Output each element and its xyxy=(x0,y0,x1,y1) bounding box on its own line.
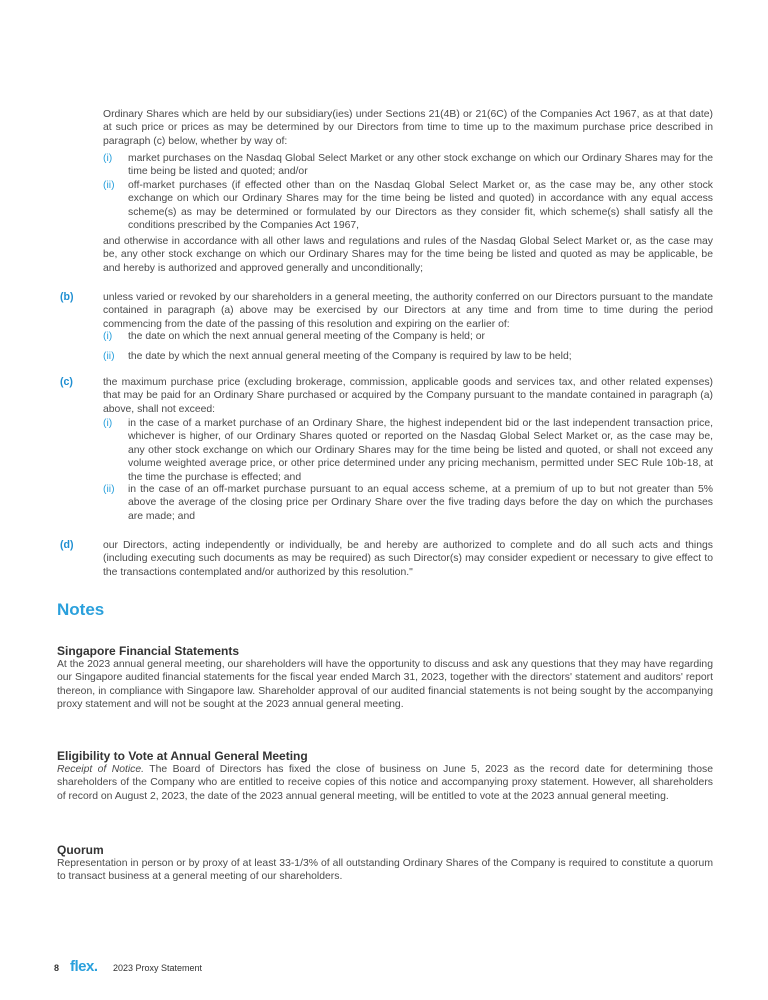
flex-logo: flex. xyxy=(70,958,98,975)
item-number: (i) xyxy=(103,331,113,342)
page-number: 8 xyxy=(54,963,60,973)
item-number: (i) xyxy=(103,418,113,429)
item-text: off-market purchases (if effected other than on the Nasdaq Global Select Market or, as the case may be, any other stock exchange on which our Ordinary Shares may for the time being be listed and quoted) in accordance with any equal access scheme(s) as may be determined or formulated by our Directors as they consider fit, which scheme(s) shall satisfy all the conditions prescribed by the Companies Act 1967, xyxy=(128,180,713,232)
paragraph-c: the maximum purchase price (excluding brokerage, commission, applicable goods and services tax, and other related expenses) that may be paid for an Ordinary Share purchased or acquired by the Company pursuant to the mandate contained in paragraph (a) above, shall not exceed: xyxy=(103,377,713,415)
section-text: Representation in person or by proxy of at least 33-1/3% of all outstanding Ordinary Shares of the Company is required to constitute a quorum to transact business at a general meeting of our shareholders. xyxy=(57,858,713,883)
body: The Board of Directors has fixed the close of business on June 5, 2023 as the record date for determining those shareholders of the Company who are entitled to receive copies of this notice and accompanying proxy statement. However, all shareholders of record on August 2, 2023, the date of the 2023 annual general meeting, will be entitled to vote at the 2023 annual general meeting. xyxy=(57,764,713,802)
paragraph-label: (c) xyxy=(60,376,73,388)
section-text xyxy=(57,763,713,803)
paragraph-a-closing: and otherwise in accordance with all other laws and regulations and rules of the Nasdaq Global Select Market or, as the case may be, any other stock exchange on which our Ordinary Shares may for the time being be listed and quoted as may be applicable, be and hereby is authorized and approved generally and unconditionally; xyxy=(103,236,713,274)
item-text: the date on which the next annual general meeting of the Company is held; or xyxy=(128,331,485,342)
paragraph-d: our Directors, acting independently or individually, be and hereby are authorized to complete and do all such acts and things (including executing such documents as may be required) as such Director(s) may consider expedient or necessary to give effect to the transactions contemplated and/or authorized by this resolution." xyxy=(103,540,713,578)
paragraph-b: unless varied or revoked by our shareholders in a general meeting, the authority conferred on our Directors pursuant to the mandate contained in paragraph (a) above may be exercised by our Directors at any time and from time to time during the period commencing from the date of the passing of this resolution and expiring on the earlier of: xyxy=(103,292,713,330)
item-number: (i) xyxy=(103,153,113,164)
paragraph-label: (d) xyxy=(60,539,74,551)
section-heading: Singapore Financial Statements xyxy=(57,644,240,658)
paragraph-label: (b) xyxy=(60,291,74,303)
section-text: At the 2023 annual general meeting, our shareholders will have the opportunity to discuss and ask any questions that they may have regarding our Singapore audited financial statements for the fiscal year ended March 31, 2023, together with the directors' statement and auditors' report thereon, in compliance with Singapore law. Shareholder approval of our audited financial statements is not being sought by the accompanying proxy statement and will not be sought at the 2023 annual general meeting. xyxy=(57,659,713,711)
item-number: (ii) xyxy=(103,351,115,362)
item-text: market purchases on the Nasdaq Global Select Market or any other stock exchange on which our Ordinary Shares may for the time being be listed and quoted; and/or xyxy=(128,153,713,178)
section-heading: Quorum xyxy=(57,843,104,857)
item-text: the date by which the next annual general meeting of the Company is required by law to be held; xyxy=(128,351,572,362)
resolution-intro: Ordinary Shares which are held by our subsidiary(ies) under Sections 21(4B) or 21(6C) of the Companies Act 1967, as at that date) at such price or prices as may be determined by our Directors from time to time up to the maximum purchase price described in paragraph (c) below, whether by way of: xyxy=(103,109,713,147)
item-text: in the case of an off-market purchase pursuant to an equal access scheme, at a premium of up to but not greater than 5% above the average of the closing price per Ordinary Share over the five trading days before the day on which the purchases are made; and xyxy=(128,484,713,522)
item-text: in the case of a market purchase of an Ordinary Share, the highest independent bid or the last independent transaction price, whichever is higher, of our Ordinary Shares quoted or reported on the Nasdaq Global Select Market or, as the case may be, any other stock exchange on which our Ordinary Shares may for the time being be listed and quoted, or shall not exceed any volume weighted average price, or other price determined under any pricing mechanism, permitted under SEC Rule 10b-18, at the time the purchase is effected; and xyxy=(128,418,713,483)
notes-title: Notes xyxy=(57,600,105,619)
item-number: (ii) xyxy=(103,180,115,191)
document-title: 2023 Proxy Statement xyxy=(113,963,203,973)
section-heading: Eligibility to Vote at Annual General Meeting xyxy=(57,749,308,763)
lead-in: Receipt of Notice. xyxy=(57,764,145,775)
item-number: (ii) xyxy=(103,484,115,495)
